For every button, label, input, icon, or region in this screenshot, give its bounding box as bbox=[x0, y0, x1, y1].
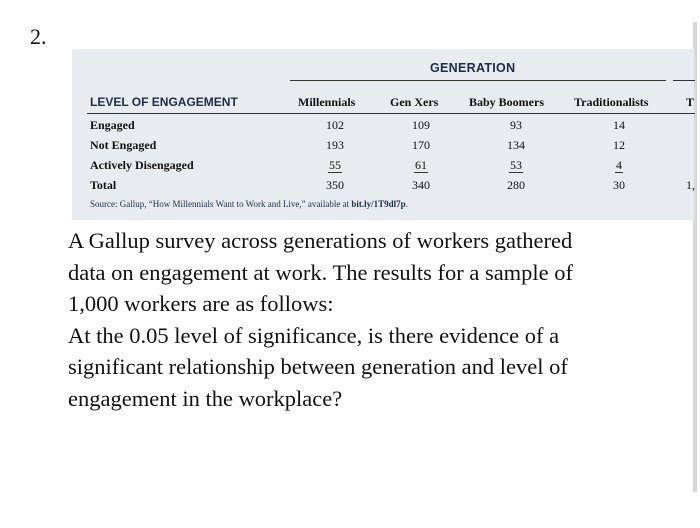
question-text bbox=[68, 225, 608, 414]
table-panel bbox=[72, 49, 694, 220]
table-cell-clipped: 1, bbox=[686, 178, 695, 192]
table-cell: 170 bbox=[412, 138, 430, 152]
question-paragraph-1: A Gallup survey across generations of workers gathered data on engagement at work. The results for a sample of 1,000 workers are as follows: bbox=[68, 228, 574, 316]
table-cell: 61 bbox=[415, 158, 427, 172]
table-cell: 4 bbox=[616, 158, 622, 172]
level-of-engagement-header: LEVEL OF ENGAGEMENT bbox=[90, 95, 238, 109]
col-header-clipped: T bbox=[686, 95, 695, 109]
row-label-engaged: Engaged bbox=[90, 118, 135, 132]
header-rule bbox=[87, 113, 695, 114]
source-suffix: . bbox=[405, 199, 408, 209]
table-cell: 193 bbox=[326, 138, 344, 152]
question-number: 2. bbox=[30, 24, 47, 49]
table-cell: 12 bbox=[613, 138, 625, 152]
table-cell: 340 bbox=[412, 178, 430, 192]
table-cell: 134 bbox=[507, 138, 525, 152]
col-header-millennials: Millennials bbox=[298, 95, 356, 109]
source-link: bit.ly/1T9dl7p bbox=[351, 199, 406, 209]
question-paragraph-2: At the 0.05 level of significance, is there evidence of a significant relationship between generation and level of engagement in the workplace? bbox=[68, 322, 568, 411]
row-label-not-engaged: Not Engaged bbox=[90, 138, 157, 152]
generation-rule bbox=[290, 80, 666, 81]
table-cell: 93 bbox=[510, 118, 522, 132]
table-cell: 14 bbox=[613, 118, 625, 132]
generation-rule-clipped bbox=[673, 80, 695, 81]
row-label-actively-disengaged: Actively Disengaged bbox=[90, 158, 194, 172]
table-cell: 109 bbox=[412, 118, 430, 132]
table-cell: 30 bbox=[613, 178, 625, 192]
table-cell: 53 bbox=[510, 158, 522, 172]
table-cell: 280 bbox=[507, 178, 525, 192]
table-cell: 102 bbox=[326, 118, 344, 132]
table-cell: 350 bbox=[326, 178, 344, 192]
table-cell: 55 bbox=[329, 158, 341, 172]
row-label-total: Total bbox=[90, 178, 117, 192]
col-header-gen-xers: Gen Xers bbox=[390, 95, 439, 109]
source-note bbox=[90, 199, 408, 209]
source-prefix: Source: Gallup, “How Millennials Want to Work and Live,” available at bbox=[90, 199, 352, 209]
col-header-traditionalists: Traditionalists bbox=[574, 95, 649, 109]
col-header-baby-boomers: Baby Boomers bbox=[469, 95, 544, 109]
generation-header: GENERATION bbox=[430, 61, 516, 75]
